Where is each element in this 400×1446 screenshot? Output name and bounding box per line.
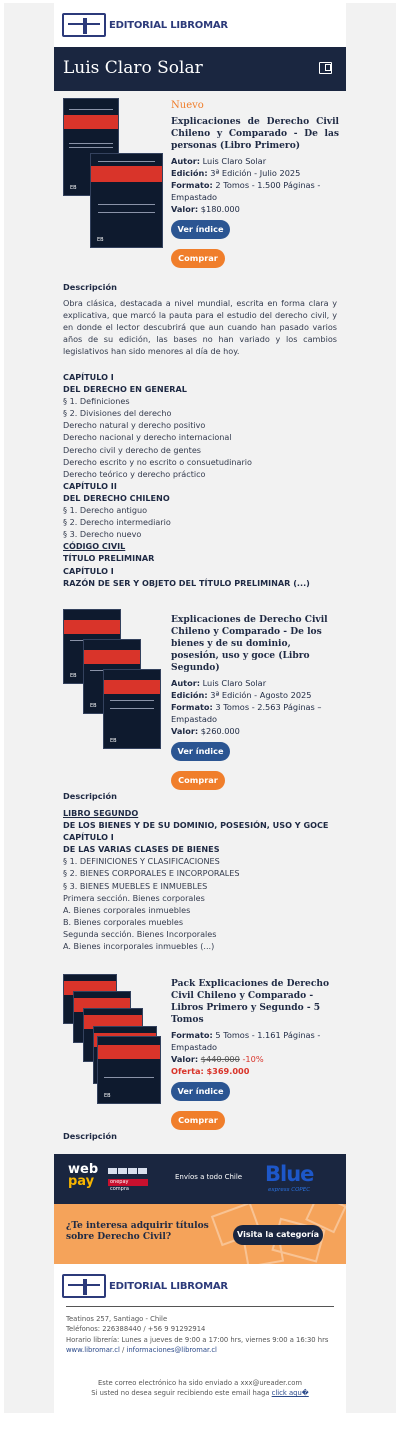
view-index-button[interactable]: Ver índice <box>171 220 230 239</box>
website-link[interactable]: www.libromar.cl <box>66 1346 120 1355</box>
author-title: Luis Claro Solar <box>63 58 203 78</box>
product-edition: Edición: 3ª Edición - Agosto 2025 <box>171 690 312 700</box>
discount-badge: -10% <box>242 1054 264 1064</box>
product-price: Valor: $180.000 <box>171 204 240 214</box>
description-heading: Descripción <box>63 791 117 801</box>
product-2-info <box>171 614 339 790</box>
toc-line: B. Bienes corporales muebles <box>63 916 184 927</box>
cover-volume-1: EB <box>63 609 121 684</box>
toc-line: Primera sección. Bienes corporales <box>63 892 205 903</box>
card-brands-icon <box>108 1168 148 1192</box>
toc-line: DEL DERECHO CHILENO <box>63 492 170 503</box>
old-price: $440.000 <box>200 1054 240 1064</box>
hours: Horario librería: Lunes a jueves de 9:00 a 17:00 hrs, viernes 9:00 a 16:30 hrs <box>66 1335 329 1344</box>
product-1-info <box>171 100 339 268</box>
product-author: Autor: Luis Claro Solar <box>171 156 267 166</box>
payment-shipping-band <box>54 1154 346 1204</box>
table-of-contents-2 <box>63 807 337 952</box>
email-body <box>54 3 346 1413</box>
offer-price: Oferta: $369.000 <box>171 1066 250 1076</box>
toc-line: Derecho nacional y derecho internacional <box>63 432 232 443</box>
toc-line: CAPÍTULO I <box>63 832 114 843</box>
toc-line: Derecho teórico y derecho práctico <box>63 468 206 479</box>
description-text: Obra clásica, destacada a nivel mundial, escrita en forma clara y explicativa, que marcó la pauta para el estudio del derecho civil, y en donde el lector descubrirá que aun cuando han pasado varios años de su edición, las bases no han variado y los cambios legislativos han sido menores al día de hoy. <box>63 298 337 357</box>
toc-line: LIBRO SEGUNDO <box>63 808 139 818</box>
product-format: Formato: 3 Tomos - 2.563 Páginas – Empastado <box>171 702 322 724</box>
cover-volume-2: EB <box>83 639 141 714</box>
buy-button[interactable]: Comprar <box>171 249 225 268</box>
buy-button[interactable]: Comprar <box>171 1111 225 1130</box>
library-building-icon <box>62 13 106 37</box>
product-price: Valor: $260.000 <box>171 726 240 736</box>
contact-info: Teatinos 257, Santiago - Chile Teléfonos: 226388440 / +56 9 91292914 Horario librería: Lunes a jueves de 9:00 a 17:00 hrs, viernes 9:00 a 16:30 hrs www.libromar.cl / informaciones@libromar.cl <box>66 1314 336 1356</box>
buy-button[interactable]: Comprar <box>171 771 225 790</box>
blue-express-sub: express COPEC <box>268 1187 311 1193</box>
product-2-cover[interactable] <box>63 609 161 749</box>
toc-line: § 1. Definiciones <box>63 396 130 407</box>
toc-line: § 1. Derecho antiguo <box>63 505 148 516</box>
product-price: Valor: $440.000 -10% <box>171 1054 264 1064</box>
product-1-cover[interactable] <box>63 98 163 248</box>
logo-text: EDITORIAL LIBROMAR <box>109 19 228 31</box>
visit-category-button[interactable]: Visita la categoría <box>233 1225 323 1245</box>
toc-line: DE LAS VARIAS CLASES DE BIENES <box>63 844 220 855</box>
unsubscribe-link[interactable]: click aqu� <box>271 1389 309 1398</box>
toc-line: § 3. BIENES MUEBLES E INMUEBLES <box>63 880 208 891</box>
cover-volume-1: EB <box>63 98 119 196</box>
address: Teatinos 257, Santiago - Chile <box>66 1315 168 1323</box>
logo-text: EDITORIAL LIBROMAR <box>109 1280 228 1292</box>
cover-volume-2: EB <box>90 153 163 248</box>
toc-line: § 2. BIENES CORPORALES E INCORPORALES <box>63 868 240 879</box>
view-index-button[interactable]: Ver índice <box>171 742 230 761</box>
toc-line: Derecho escrito y no escrito o consuetudinario <box>63 456 252 467</box>
product-3-cover[interactable] <box>63 974 161 1104</box>
author-banner <box>54 47 346 91</box>
product-title[interactable]: Explicaciones de Derecho Civil Chileno y Comparado - De los bienes y de su dominio, posesión, uso y goce (Libro Segundo) <box>171 614 328 673</box>
shipping-text: Envíos a todo Chile <box>175 1173 243 1181</box>
cta-question: ¿Te interesa adquirir títulos sobre Derecho Civil? <box>66 1220 209 1242</box>
toc-line: Derecho natural y derecho positivo <box>63 420 206 431</box>
toc-line: CAPÍTULO I <box>63 372 114 382</box>
new-badge: Nuevo <box>171 100 204 111</box>
unsubscribe-note: Este correo electrónico ha sido enviado a xxx@ureader.com Si usted no desea seguir recibiendo este email haga click aqu� <box>91 1379 309 1398</box>
cover-volume-5: EB <box>97 1036 161 1104</box>
product-author: Autor: Luis Claro Solar <box>171 678 267 688</box>
product-format: Formato: 2 Tomos - 1.500 Páginas - Empastado <box>171 180 321 202</box>
product-title[interactable]: Pack Explicaciones de Derecho Civil Chileno y Comparado - Libros Primero y Segundo - 5 Tomos <box>171 978 330 1025</box>
toc-line: CAPÍTULO II <box>63 480 117 491</box>
webpay-logo: web pay <box>68 1162 99 1189</box>
toc-line: § 1. DEFINICIONES Y CLASIFICACIONES <box>63 856 220 867</box>
cover-volume-3: EB <box>103 669 161 749</box>
book-icon <box>319 62 332 74</box>
view-index-button[interactable]: Ver índice <box>171 1082 230 1101</box>
toc-line: TÍTULO PRELIMINAR <box>63 553 155 564</box>
onepay-logo: onepay compra <box>108 1179 148 1186</box>
toc-line: A. Bienes incorporales inmuebles (...) <box>63 941 215 952</box>
email-header <box>54 3 346 47</box>
toc-line: Segunda sección. Bienes Incorporales <box>63 928 217 939</box>
toc-line: CÓDIGO CIVIL <box>63 541 126 552</box>
toc-line: A. Bienes corporales inmuebles <box>63 904 191 915</box>
toc-line: Derecho civil y derecho de gentes <box>63 444 202 455</box>
toc-line: § 2. Divisiones del derecho <box>63 408 172 419</box>
toc-line: DE LOS BIENES Y DE SU DOMINIO, POSESIÓN, USO Y GOCE <box>63 820 329 831</box>
footer-divider <box>66 1306 334 1307</box>
library-building-icon <box>62 1274 106 1298</box>
category-cta <box>54 1204 346 1264</box>
product-edition: Edición: 3ª Edición - Julio 2025 <box>171 168 301 178</box>
libromar-logo[interactable] <box>62 13 228 37</box>
product-format: Formato: 5 Tomos - 1.161 Páginas - Empastado <box>171 1030 321 1052</box>
toc-line: DEL DERECHO EN GENERAL <box>63 384 187 395</box>
toc-line: RAZÓN DE SER Y OBJETO DEL TÍTULO PRELIMINAR (...) <box>63 577 310 588</box>
email-link[interactable]: informaciones@libromar.cl <box>126 1346 217 1355</box>
toc-line: § 2. Derecho intermediario <box>63 517 171 528</box>
email-footer <box>54 1264 346 1413</box>
table-of-contents-1 <box>63 371 337 589</box>
phones: Teléfonos: 226388440 / +56 9 91292914 <box>66 1325 206 1334</box>
blue-express-logo: Blue <box>265 1162 314 1186</box>
toc-line: CAPÍTULO I <box>63 565 114 576</box>
description-heading: Descripción <box>63 1131 117 1141</box>
libromar-logo[interactable] <box>62 1274 228 1298</box>
toc-line: § 3. Derecho nuevo <box>63 529 142 540</box>
product-title[interactable]: Explicaciones de Derecho Civil Chileno y Comparado - De las personas (Libro Primero) <box>171 116 339 151</box>
description-heading: Descripción <box>63 282 117 292</box>
product-3-info <box>171 978 339 1130</box>
